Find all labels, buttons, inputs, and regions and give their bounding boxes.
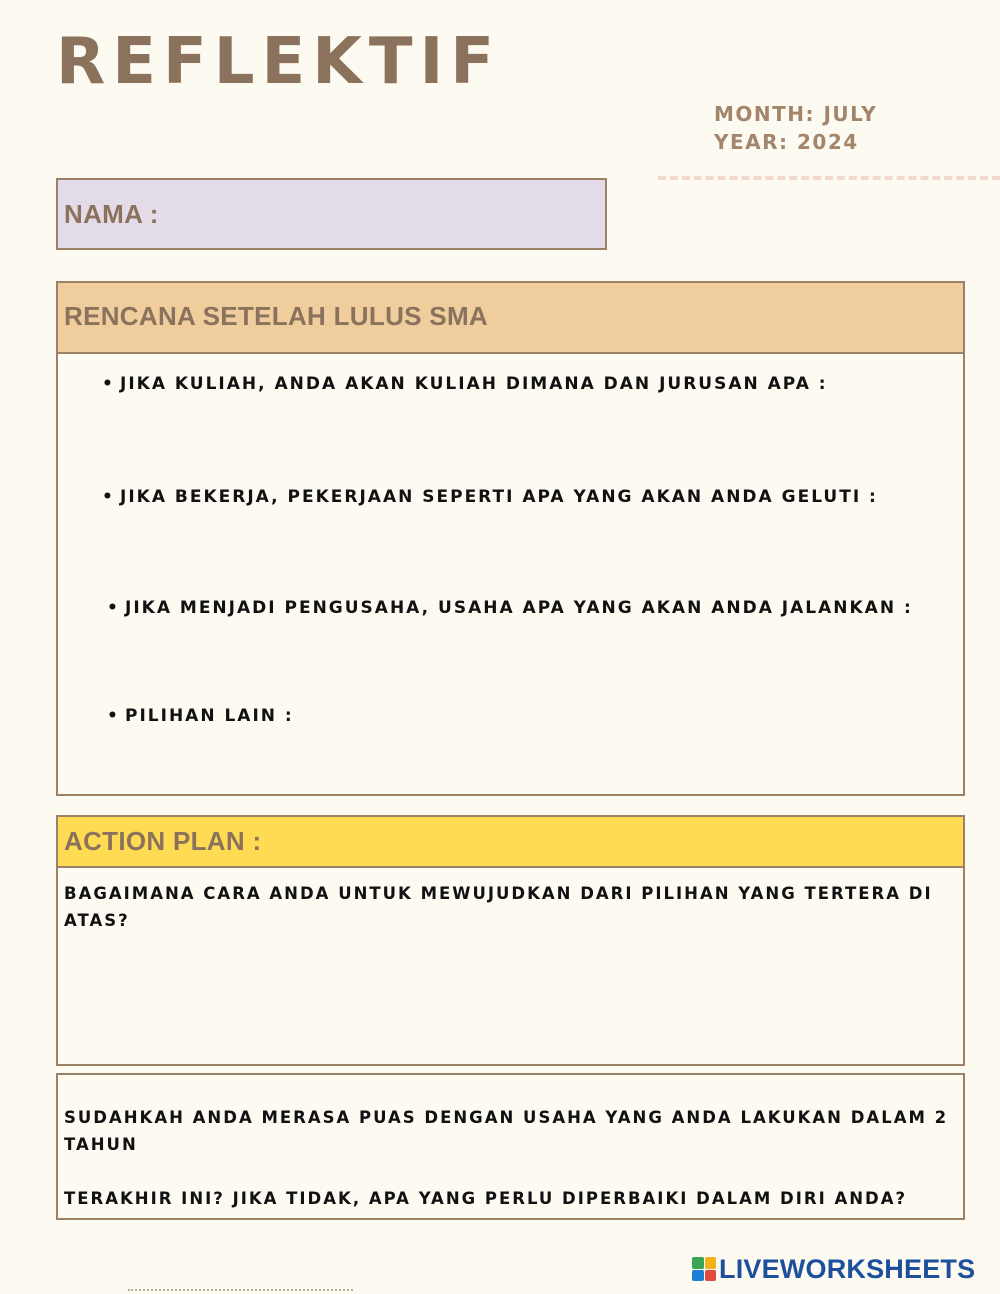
liveworksheets-logo[interactable] xyxy=(692,1254,975,1284)
rencana-item-pengusaha xyxy=(107,598,913,618)
bullet-icon: • xyxy=(102,374,115,394)
month-label: MONTH: JULY xyxy=(714,102,878,126)
decorative-dotted-line xyxy=(128,1289,353,1291)
rencana-item-bekerja xyxy=(102,487,878,507)
rencana-item-lain xyxy=(107,706,294,726)
puas-question xyxy=(64,1077,967,1239)
rencana-answer-area[interactable] xyxy=(56,352,965,796)
rencana-section-header xyxy=(56,281,965,354)
nama-label: NAMA : xyxy=(64,199,159,229)
puas-answer-area[interactable] xyxy=(56,1073,965,1220)
action-plan-header xyxy=(56,815,965,868)
action-plan-question: BAGAIMANA CARA ANDA UNTUK MEWUJUDKAN DARI PILIHAN YANG TERTERA DI ATAS? xyxy=(64,884,933,930)
action-plan-title: ACTION PLAN : xyxy=(64,826,262,856)
rencana-item-text: JIKA BEKERJA, PEKERJAAN SEPERTI APA YANG AKAN ANDA GELUTI : xyxy=(120,487,878,507)
bullet-icon: • xyxy=(102,487,115,507)
rencana-item-text: PILIHAN LAIN : xyxy=(125,706,294,726)
puas-question-line-1: SUDAHKAH ANDA MERASA PUAS DENGAN USAHA YANG ANDA LAKUKAN DALAM 2 TAHUN xyxy=(64,1108,949,1154)
rencana-item-text: JIKA KULIAH, ANDA AKAN KULIAH DIMANA DAN JURUSAN APA : xyxy=(120,374,828,394)
bullet-icon: • xyxy=(107,598,120,618)
rencana-item-text: JIKA MENJADI PENGUSAHA, USAHA APA YANG AKAN ANDA JALANKAN : xyxy=(125,598,913,618)
year-label: YEAR: 2024 xyxy=(714,130,859,154)
puas-question-line-2: TERAKHIR INI? JIKA TIDAK, APA YANG PERLU DIPERBAIKI DALAM DIRI ANDA? xyxy=(64,1189,908,1208)
decorative-dashed-divider xyxy=(658,176,1000,180)
page-title: REFLEKTIF xyxy=(56,25,501,99)
rencana-title: RENCANA SETELAH LULUS SMA xyxy=(64,301,488,331)
liveworksheets-logo-icon xyxy=(692,1257,716,1281)
date-info xyxy=(714,100,877,156)
bullet-icon: • xyxy=(107,706,120,726)
nama-field[interactable] xyxy=(56,178,607,250)
liveworksheets-logo-text: LIVEWORKSHEETS xyxy=(719,1253,976,1284)
action-plan-answer-area[interactable] xyxy=(56,866,965,1066)
rencana-item-kuliah xyxy=(102,374,828,394)
